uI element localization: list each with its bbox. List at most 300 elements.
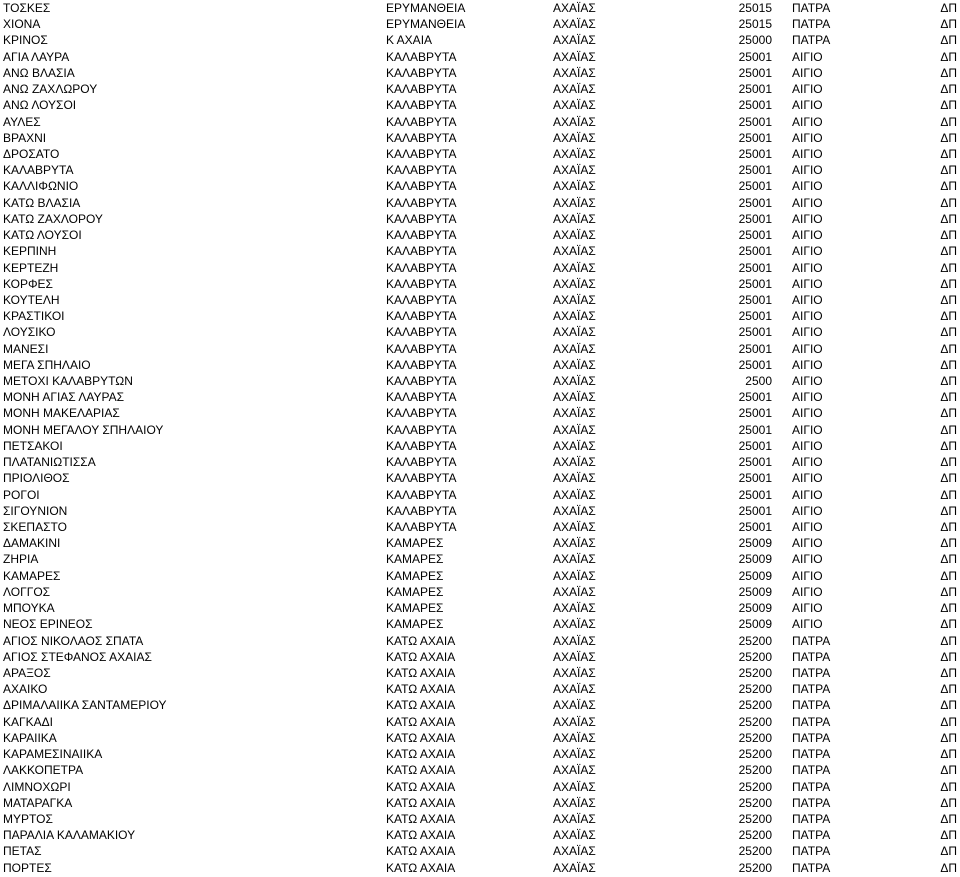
table-row xyxy=(0,341,960,357)
table-row xyxy=(0,779,960,795)
region-code-cell: ΔΠ xyxy=(940,487,957,502)
table-row xyxy=(0,130,960,146)
city-cell: ΑΙΓΙΟ xyxy=(792,406,823,421)
postal-code-cell: 25001 xyxy=(738,244,772,259)
municipality-cell: ΚΑΛΑΒΡΥΤΑ xyxy=(386,82,457,97)
prefecture-cell: ΑΧΑΪΑΣ xyxy=(553,309,596,324)
region-code-cell: ΔΠ xyxy=(940,779,957,794)
table-row xyxy=(0,795,960,811)
prefecture-cell: ΑΧΑΪΑΣ xyxy=(553,747,596,762)
table-row xyxy=(0,827,960,843)
table-row xyxy=(0,162,960,178)
city-cell: ΑΙΓΙΟ xyxy=(792,179,823,194)
place-name-cell: ΜΑΝΕΣΙ xyxy=(3,341,49,356)
municipality-cell: ΚΑΜΑΡΕΣ xyxy=(386,536,444,551)
table-row xyxy=(0,811,960,827)
place-name-cell: ΚΑΛΛΙΦΩΝΙΟ xyxy=(3,179,79,194)
postal-code-cell: 25001 xyxy=(738,520,772,534)
postal-code-cell: 25001 xyxy=(738,487,772,502)
table-row xyxy=(0,243,960,259)
city-cell: ΑΙΓΙΟ xyxy=(792,130,823,145)
city-cell: ΑΙΓΙΟ xyxy=(792,211,823,226)
postal-code-cell: 25200 xyxy=(738,714,772,729)
municipality-cell: ΚΑΛΑΒΡΥΤΑ xyxy=(386,244,457,259)
prefecture-cell: ΑΧΑΪΑΣ xyxy=(553,276,596,291)
region-code-cell: ΔΠ xyxy=(940,341,957,356)
city-cell: ΑΙΓΙΟ xyxy=(792,617,823,632)
region-code-cell: ΔΠ xyxy=(940,730,957,745)
municipality-cell: ΚΑΜΑΡΕΣ xyxy=(386,584,444,599)
region-code-cell: ΔΠ xyxy=(940,763,957,778)
postal-code-cell: 25000 xyxy=(738,33,772,48)
city-cell: ΑΙΓΙΟ xyxy=(792,422,823,437)
city-cell: ΑΙΓΙΟ xyxy=(792,195,823,210)
region-code-cell: ΔΠ xyxy=(940,163,957,178)
city-cell: ΠΑΤΡΑ xyxy=(792,828,831,843)
city-cell: ΠΑΤΡΑ xyxy=(792,795,831,810)
municipality-cell: ΚΑΛΑΒΡΥΤΑ xyxy=(386,422,457,437)
region-code-cell: ΔΠ xyxy=(940,438,957,453)
prefecture-cell: ΑΧΑΪΑΣ xyxy=(553,536,596,551)
place-name-cell: ΒΡΑΧΝΙ xyxy=(3,130,47,145)
city-cell: ΑΙΓΙΟ xyxy=(792,260,823,275)
prefecture-cell: ΑΧΑΪΑΣ xyxy=(553,244,596,259)
prefecture-cell: ΑΧΑΪΑΣ xyxy=(553,714,596,729)
place-name-cell: ΜΕΤΟΧΙ ΚΑΛΑΒΡΥΤΩΝ xyxy=(3,374,133,389)
municipality-cell: ΚΑΤΩ ΑΧΑΙΑ xyxy=(386,844,456,859)
city-cell: ΑΙΓΙΟ xyxy=(792,49,823,64)
postal-code-cell: 25001 xyxy=(738,422,772,437)
city-cell: ΑΙΓΙΟ xyxy=(792,309,823,324)
prefecture-cell: ΑΧΑΪΑΣ xyxy=(553,649,596,664)
region-code-cell: ΔΠ xyxy=(940,195,957,210)
postal-code-cell: 25200 xyxy=(738,763,772,778)
prefecture-cell: ΑΧΑΪΑΣ xyxy=(553,390,596,405)
place-name-cell: ΚΕΡΤΕΖΗ xyxy=(3,260,59,275)
place-name-cell: ΚΕΡΠΙΝΗ xyxy=(3,244,57,259)
region-code-cell: ΔΠ xyxy=(940,325,957,340)
table-row xyxy=(0,324,960,340)
place-name-cell: ΑΓΙΟΣ ΝΙΚΟΛΑΟΣ ΣΠΑΤΑ xyxy=(3,633,144,648)
table-row xyxy=(0,389,960,405)
place-name-cell: ΠΕΤΣΑΚΟΙ xyxy=(3,438,63,453)
place-name-cell: ΚΑΡΑΜΕΣΙΝΑΙΙΚΑ xyxy=(3,747,103,762)
table-row xyxy=(0,519,960,535)
table-row xyxy=(0,843,960,859)
place-name-cell: ΠΡΙΟΛΙΘΟΣ xyxy=(3,471,70,486)
region-code-cell: ΔΠ xyxy=(940,503,957,518)
table-row xyxy=(0,649,960,665)
region-code-cell: ΔΠ xyxy=(940,292,957,307)
city-cell: ΠΑΤΡΑ xyxy=(792,698,831,713)
table-row xyxy=(0,276,960,292)
place-name-cell: ΔΡΙΜΑΛΑΙΙΚΑ ΣΑΝΤΑΜΕΡΙΟΥ xyxy=(3,698,167,713)
postal-code-cell: 25001 xyxy=(738,211,772,226)
prefecture-cell: ΑΧΑΪΑΣ xyxy=(553,438,596,453)
table-row xyxy=(0,633,960,649)
region-code-cell: ΔΠ xyxy=(940,665,957,680)
region-code-cell: ΔΠ xyxy=(940,146,957,161)
postal-code-cell: 25009 xyxy=(738,536,772,551)
region-code-cell: ΔΠ xyxy=(940,633,957,648)
region-code-cell: ΔΠ xyxy=(940,260,957,275)
region-code-cell: ΔΠ xyxy=(940,568,957,583)
prefecture-cell: ΑΧΑΪΑΣ xyxy=(553,811,596,826)
prefecture-cell: ΑΧΑΪΑΣ xyxy=(553,633,596,648)
prefecture-cell: ΑΧΑΪΑΣ xyxy=(553,828,596,843)
region-code-cell: ΔΠ xyxy=(940,682,957,697)
region-code-cell: ΔΠ xyxy=(940,714,957,729)
city-cell: ΠΑΤΡΑ xyxy=(792,763,831,778)
postal-code-cell: 25015 xyxy=(738,17,772,32)
prefecture-cell: ΑΧΑΪΑΣ xyxy=(553,130,596,145)
postal-code-cell: 25001 xyxy=(738,260,772,275)
table-row xyxy=(0,681,960,697)
postal-code-cell: 25200 xyxy=(738,828,772,843)
city-cell: ΠΑΤΡΑ xyxy=(792,17,831,32)
postal-code-cell: 25001 xyxy=(738,341,772,356)
table-row xyxy=(0,195,960,211)
prefecture-cell: ΑΧΑΪΑΣ xyxy=(553,601,596,616)
municipality-cell: ΚΑΛΑΒΡΥΤΑ xyxy=(386,325,457,340)
city-cell: ΠΑΤΡΑ xyxy=(792,1,831,15)
table-row xyxy=(0,860,960,876)
table-row xyxy=(0,81,960,97)
municipality-cell: ΚΑΛΑΒΡΥΤΑ xyxy=(386,49,457,64)
city-cell: ΠΑΤΡΑ xyxy=(792,860,831,875)
place-name-cell: ΠΟΡΤΕΣ xyxy=(3,860,52,875)
municipality-cell: ΚΑΛΑΒΡΥΤΑ xyxy=(386,374,457,389)
municipality-cell: ΚΑΤΩ ΑΧΑΙΑ xyxy=(386,763,456,778)
municipality-cell: ΚΑΛΑΒΡΥΤΑ xyxy=(386,520,457,534)
prefecture-cell: ΑΧΑΪΑΣ xyxy=(553,698,596,713)
table-row xyxy=(0,551,960,567)
prefecture-cell: ΑΧΑΪΑΣ xyxy=(553,260,596,275)
region-code-cell: ΔΠ xyxy=(940,536,957,551)
prefecture-cell: ΑΧΑΪΑΣ xyxy=(553,584,596,599)
municipality-cell: ΚΑΤΩ ΑΧΑΙΑ xyxy=(386,698,456,713)
table-row xyxy=(0,0,960,16)
municipality-cell: ΚΑΛΑΒΡΥΤΑ xyxy=(386,487,457,502)
city-cell: ΑΙΓΙΟ xyxy=(792,341,823,356)
table-row xyxy=(0,697,960,713)
place-name-cell: ΜΟΝΗ ΑΓΙΑΣ ΛΑΥΡΑΣ xyxy=(3,390,125,405)
prefecture-cell: ΑΧΑΪΑΣ xyxy=(553,844,596,859)
postal-code-cell: 25200 xyxy=(738,844,772,859)
table-row xyxy=(0,746,960,762)
table-row xyxy=(0,470,960,486)
municipality-cell: ΚΑΛΑΒΡΥΤΑ xyxy=(386,98,457,113)
municipality-cell: ΚΑΛΑΒΡΥΤΑ xyxy=(386,292,457,307)
municipality-cell: ΚΑΤΩ ΑΧΑΙΑ xyxy=(386,682,456,697)
region-code-cell: ΔΠ xyxy=(940,82,957,97)
region-code-cell: ΔΠ xyxy=(940,244,957,259)
place-name-cell: ΑΡΑΞΟΣ xyxy=(3,665,51,680)
city-cell: ΑΙΓΙΟ xyxy=(792,584,823,599)
prefecture-cell: ΑΧΑΪΑΣ xyxy=(553,325,596,340)
postal-code-cell: 25001 xyxy=(738,146,772,161)
municipality-cell: ΚΑΛΑΒΡΥΤΑ xyxy=(386,406,457,421)
table-row xyxy=(0,16,960,32)
table-row xyxy=(0,146,960,162)
region-code-cell: ΔΠ xyxy=(940,309,957,324)
table-row xyxy=(0,584,960,600)
place-name-cell: ΑΝΩ ΖΑΧΛΩΡΟΥ xyxy=(3,82,98,97)
region-code-cell: ΔΠ xyxy=(940,747,957,762)
place-name-cell: ΤΟΣΚΕΣ xyxy=(3,1,51,15)
postal-code-cell: 25001 xyxy=(738,114,772,129)
prefecture-cell: ΑΧΑΪΑΣ xyxy=(553,471,596,486)
table-row xyxy=(0,373,960,389)
municipality-cell: ΚΑΜΑΡΕΣ xyxy=(386,568,444,583)
place-name-cell: ΑΧΑΙΚΟ xyxy=(3,682,48,697)
city-cell: ΑΙΓΙΟ xyxy=(792,568,823,583)
prefecture-cell: ΑΧΑΪΑΣ xyxy=(553,568,596,583)
prefecture-cell: ΑΧΑΪΑΣ xyxy=(553,795,596,810)
region-code-cell: ΔΠ xyxy=(940,584,957,599)
table-row xyxy=(0,32,960,48)
postal-code-cell: 25001 xyxy=(738,228,772,243)
prefecture-cell: ΑΧΑΪΑΣ xyxy=(553,17,596,32)
region-code-cell: ΔΠ xyxy=(940,811,957,826)
prefecture-cell: ΑΧΑΪΑΣ xyxy=(553,114,596,129)
table-row xyxy=(0,260,960,276)
region-code-cell: ΔΠ xyxy=(940,114,957,129)
place-name-cell: ΑΥΛΕΣ xyxy=(3,114,41,129)
table-row xyxy=(0,49,960,65)
place-name-cell: ΑΝΩ ΒΛΑΣΙΑ xyxy=(3,65,75,80)
prefecture-cell: ΑΧΑΪΑΣ xyxy=(553,195,596,210)
municipality-cell: ΚΑΛΑΒΡΥΤΑ xyxy=(386,228,457,243)
table-row xyxy=(0,616,960,632)
place-name-cell: ΜΕΓΑ ΣΠΗΛΑΙΟ xyxy=(3,357,91,372)
table-row xyxy=(0,714,960,730)
city-cell: ΠΑΤΡΑ xyxy=(792,682,831,697)
municipality-cell: ΚΑΛΑΒΡΥΤΑ xyxy=(386,503,457,518)
region-code-cell: ΔΠ xyxy=(940,649,957,664)
place-name-cell: ΚΑΡΑΙΙΚΑ xyxy=(3,730,57,745)
postal-code-cell: 25001 xyxy=(738,163,772,178)
municipality-cell: ΚΑΛΑΒΡΥΤΑ xyxy=(386,455,457,470)
municipality-cell: ΚΑΛΑΒΡΥΤΑ xyxy=(386,146,457,161)
postal-code-cell: 25200 xyxy=(738,860,772,875)
postal-code-cell: 25009 xyxy=(738,568,772,583)
city-cell: ΑΙΓΙΟ xyxy=(792,357,823,372)
city-cell: ΑΙΓΙΟ xyxy=(792,146,823,161)
place-name-cell: ΜΑΤΑΡΑΓΚΑ xyxy=(3,795,73,810)
place-name-cell: ΣΙΓΟΥΝΙΟΝ xyxy=(3,503,68,518)
prefecture-cell: ΑΧΑΪΑΣ xyxy=(553,665,596,680)
place-name-cell: ΠΛΑΤΑΝΙΩΤΙΣΣΑ xyxy=(3,455,96,470)
prefecture-cell: ΑΧΑΪΑΣ xyxy=(553,82,596,97)
municipality-cell: ΚΑΤΩ ΑΧΑΙΑ xyxy=(386,747,456,762)
region-code-cell: ΔΠ xyxy=(940,860,957,875)
place-name-cell: ΚΑΛΑΒΡΥΤΑ xyxy=(3,163,74,178)
postal-code-cell: 25001 xyxy=(738,179,772,194)
region-code-cell: ΔΠ xyxy=(940,33,957,48)
place-name-cell: ΑΓΙΟΣ ΣΤΕΦΑΝΟΣ ΑΧΑΙΑΣ xyxy=(3,649,152,664)
place-name-cell: ΚΟΥΤΕΛΗ xyxy=(3,292,60,307)
prefecture-cell: ΑΧΑΪΑΣ xyxy=(553,146,596,161)
table-row xyxy=(0,97,960,113)
city-cell: ΑΙΓΙΟ xyxy=(792,503,823,518)
municipality-cell: ΚΑΛΑΒΡΥΤΑ xyxy=(386,341,457,356)
municipality-cell: ΕΡΥΜΑΝΘΕΙΑ xyxy=(386,17,466,32)
place-name-cell: ΣΚΕΠΑΣΤΟ xyxy=(3,520,67,534)
place-name-cell: ΚΑΤΩ ΛΟΥΣΟΙ xyxy=(3,228,82,243)
postal-code-cell: 25001 xyxy=(738,455,772,470)
region-code-cell: ΔΠ xyxy=(940,65,957,80)
city-cell: ΑΙΓΙΟ xyxy=(792,163,823,178)
municipality-cell: ΚΑΛΑΒΡΥΤΑ xyxy=(386,276,457,291)
postal-code-cell: 25001 xyxy=(738,195,772,210)
place-name-cell: ΚΡΑΣΤΙΚΟΙ xyxy=(3,309,65,324)
city-cell: ΑΙΓΙΟ xyxy=(792,455,823,470)
place-name-cell: ΡΟΓΟΙ xyxy=(3,487,40,502)
prefecture-cell: ΑΧΑΪΑΣ xyxy=(553,1,596,15)
region-code-cell: ΔΠ xyxy=(940,98,957,113)
prefecture-cell: ΑΧΑΪΑΣ xyxy=(553,520,596,534)
prefecture-cell: ΑΧΑΪΑΣ xyxy=(553,860,596,875)
municipality-cell: ΚΑΛΑΒΡΥΤΑ xyxy=(386,471,457,486)
postal-code-cell: 25200 xyxy=(738,747,772,762)
municipality-cell: ΚΑΛΑΒΡΥΤΑ xyxy=(386,211,457,226)
place-name-cell: ΖΗΡΙΑ xyxy=(3,552,39,567)
postal-code-cell: 25001 xyxy=(738,325,772,340)
city-cell: ΠΑΤΡΑ xyxy=(792,665,831,680)
table-row xyxy=(0,438,960,454)
municipality-cell: ΚΑΤΩ ΑΧΑΙΑ xyxy=(386,730,456,745)
table-row xyxy=(0,665,960,681)
city-cell: ΠΑΤΡΑ xyxy=(792,747,831,762)
postal-code-cell: 25009 xyxy=(738,584,772,599)
place-name-cell: ΠΕΤΑΣ xyxy=(3,844,42,859)
place-name-cell: ΑΝΩ ΛΟΥΣΟΙ xyxy=(3,98,77,113)
prefecture-cell: ΑΧΑΪΑΣ xyxy=(553,228,596,243)
prefecture-cell: ΑΧΑΪΑΣ xyxy=(553,33,596,48)
place-name-cell: ΛΑΚΚΟΠΕΤΡΑ xyxy=(3,763,84,778)
region-code-cell: ΔΠ xyxy=(940,601,957,616)
city-cell: ΑΙΓΙΟ xyxy=(792,325,823,340)
city-cell: ΑΙΓΙΟ xyxy=(792,276,823,291)
table-row xyxy=(0,357,960,373)
prefecture-cell: ΑΧΑΪΑΣ xyxy=(553,617,596,632)
region-code-cell: ΔΠ xyxy=(940,455,957,470)
region-code-cell: ΔΠ xyxy=(940,422,957,437)
region-code-cell: ΔΠ xyxy=(940,228,957,243)
prefecture-cell: ΑΧΑΪΑΣ xyxy=(553,163,596,178)
city-cell: ΑΙΓΙΟ xyxy=(792,536,823,551)
city-cell: ΑΙΓΙΟ xyxy=(792,228,823,243)
region-code-cell: ΔΠ xyxy=(940,276,957,291)
prefecture-cell: ΑΧΑΪΑΣ xyxy=(553,455,596,470)
region-code-cell: ΔΠ xyxy=(940,49,957,64)
prefecture-cell: ΑΧΑΪΑΣ xyxy=(553,682,596,697)
table-row xyxy=(0,487,960,503)
table-row xyxy=(0,762,960,778)
municipality-cell: ΚΑΤΩ ΑΧΑΙΑ xyxy=(386,649,456,664)
city-cell: ΑΙΓΙΟ xyxy=(792,552,823,567)
place-name-cell: ΜΠΟΥΚΑ xyxy=(3,601,55,616)
postal-code-cell: 25001 xyxy=(738,390,772,405)
postal-code-cell: 2500 xyxy=(745,374,772,389)
postal-code-cell: 25200 xyxy=(738,698,772,713)
place-name-cell: ΚΑΓΚΑΔΙ xyxy=(3,714,53,729)
prefecture-cell: ΑΧΑΪΑΣ xyxy=(553,341,596,356)
city-cell: ΑΙΓΙΟ xyxy=(792,244,823,259)
region-code-cell: ΔΠ xyxy=(940,844,957,859)
place-name-cell: ΔΑΜΑΚΙΝΙ xyxy=(3,536,61,551)
prefecture-cell: ΑΧΑΪΑΣ xyxy=(553,503,596,518)
region-code-cell: ΔΠ xyxy=(940,17,957,32)
prefecture-cell: ΑΧΑΪΑΣ xyxy=(553,422,596,437)
postal-code-cell: 25200 xyxy=(738,779,772,794)
region-code-cell: ΔΠ xyxy=(940,471,957,486)
municipality-cell: ΚΑΛΑΒΡΥΤΑ xyxy=(386,260,457,275)
table-row xyxy=(0,114,960,130)
region-code-cell: ΔΠ xyxy=(940,552,957,567)
table-row xyxy=(0,65,960,81)
city-cell: ΑΙΓΙΟ xyxy=(792,82,823,97)
postal-code-cell: 25001 xyxy=(738,292,772,307)
postal-code-cell: 25009 xyxy=(738,552,772,567)
city-cell: ΑΙΓΙΟ xyxy=(792,601,823,616)
place-name-cell: ΚΑΤΩ ΒΛΑΣΙΑ xyxy=(3,195,81,210)
region-code-cell: ΔΠ xyxy=(940,828,957,843)
postal-code-cell: 25200 xyxy=(738,730,772,745)
postal-code-cell: 25200 xyxy=(738,795,772,810)
place-name-cell: ΛΟΓΓΟΣ xyxy=(3,584,51,599)
table-row xyxy=(0,405,960,421)
prefecture-cell: ΑΧΑΪΑΣ xyxy=(553,292,596,307)
region-code-cell: ΔΠ xyxy=(940,617,957,632)
region-code-cell: ΔΠ xyxy=(940,406,957,421)
table-row xyxy=(0,308,960,324)
prefecture-cell: ΑΧΑΪΑΣ xyxy=(553,487,596,502)
municipality-cell: ΚΑΛΑΒΡΥΤΑ xyxy=(386,195,457,210)
municipality-cell: ΚΑΤΩ ΑΧΑΙΑ xyxy=(386,714,456,729)
place-name-cell: ΠΑΡΑΛΙΑ ΚΑΛΑΜΑΚΙΟΥ xyxy=(3,828,136,843)
postal-code-cell: 25200 xyxy=(738,633,772,648)
prefecture-cell: ΑΧΑΪΑΣ xyxy=(553,374,596,389)
table-row xyxy=(0,292,960,308)
region-code-cell: ΔΠ xyxy=(940,698,957,713)
postal-code-cell: 25001 xyxy=(738,98,772,113)
municipality-cell: ΚΑΤΩ ΑΧΑΙΑ xyxy=(386,633,456,648)
region-code-cell: ΔΠ xyxy=(940,795,957,810)
prefecture-cell: ΑΧΑΪΑΣ xyxy=(553,98,596,113)
municipality-cell: ΚΑΤΩ ΑΧΑΙΑ xyxy=(386,795,456,810)
city-cell: ΑΙΓΙΟ xyxy=(792,438,823,453)
postal-code-cell: 25001 xyxy=(738,309,772,324)
municipality-cell: ΚΑΛΑΒΡΥΤΑ xyxy=(386,357,457,372)
municipality-cell: ΚΑΤΩ ΑΧΑΙΑ xyxy=(386,811,456,826)
postal-code-cell: 25001 xyxy=(738,406,772,421)
municipality-cell: ΚΑΤΩ ΑΧΑΙΑ xyxy=(386,860,456,875)
municipality-cell: ΚΑΛΑΒΡΥΤΑ xyxy=(386,163,457,178)
city-cell: ΠΑΤΡΑ xyxy=(792,633,831,648)
region-code-cell: ΔΠ xyxy=(940,211,957,226)
city-cell: ΠΑΤΡΑ xyxy=(792,649,831,664)
city-cell: ΑΙΓΙΟ xyxy=(792,374,823,389)
city-cell: ΑΙΓΙΟ xyxy=(792,520,823,534)
prefecture-cell: ΑΧΑΪΑΣ xyxy=(553,552,596,567)
region-code-cell: ΔΠ xyxy=(940,374,957,389)
table-row xyxy=(0,454,960,470)
table-row xyxy=(0,422,960,438)
region-code-cell: ΔΠ xyxy=(940,357,957,372)
prefecture-cell: ΑΧΑΪΑΣ xyxy=(553,730,596,745)
